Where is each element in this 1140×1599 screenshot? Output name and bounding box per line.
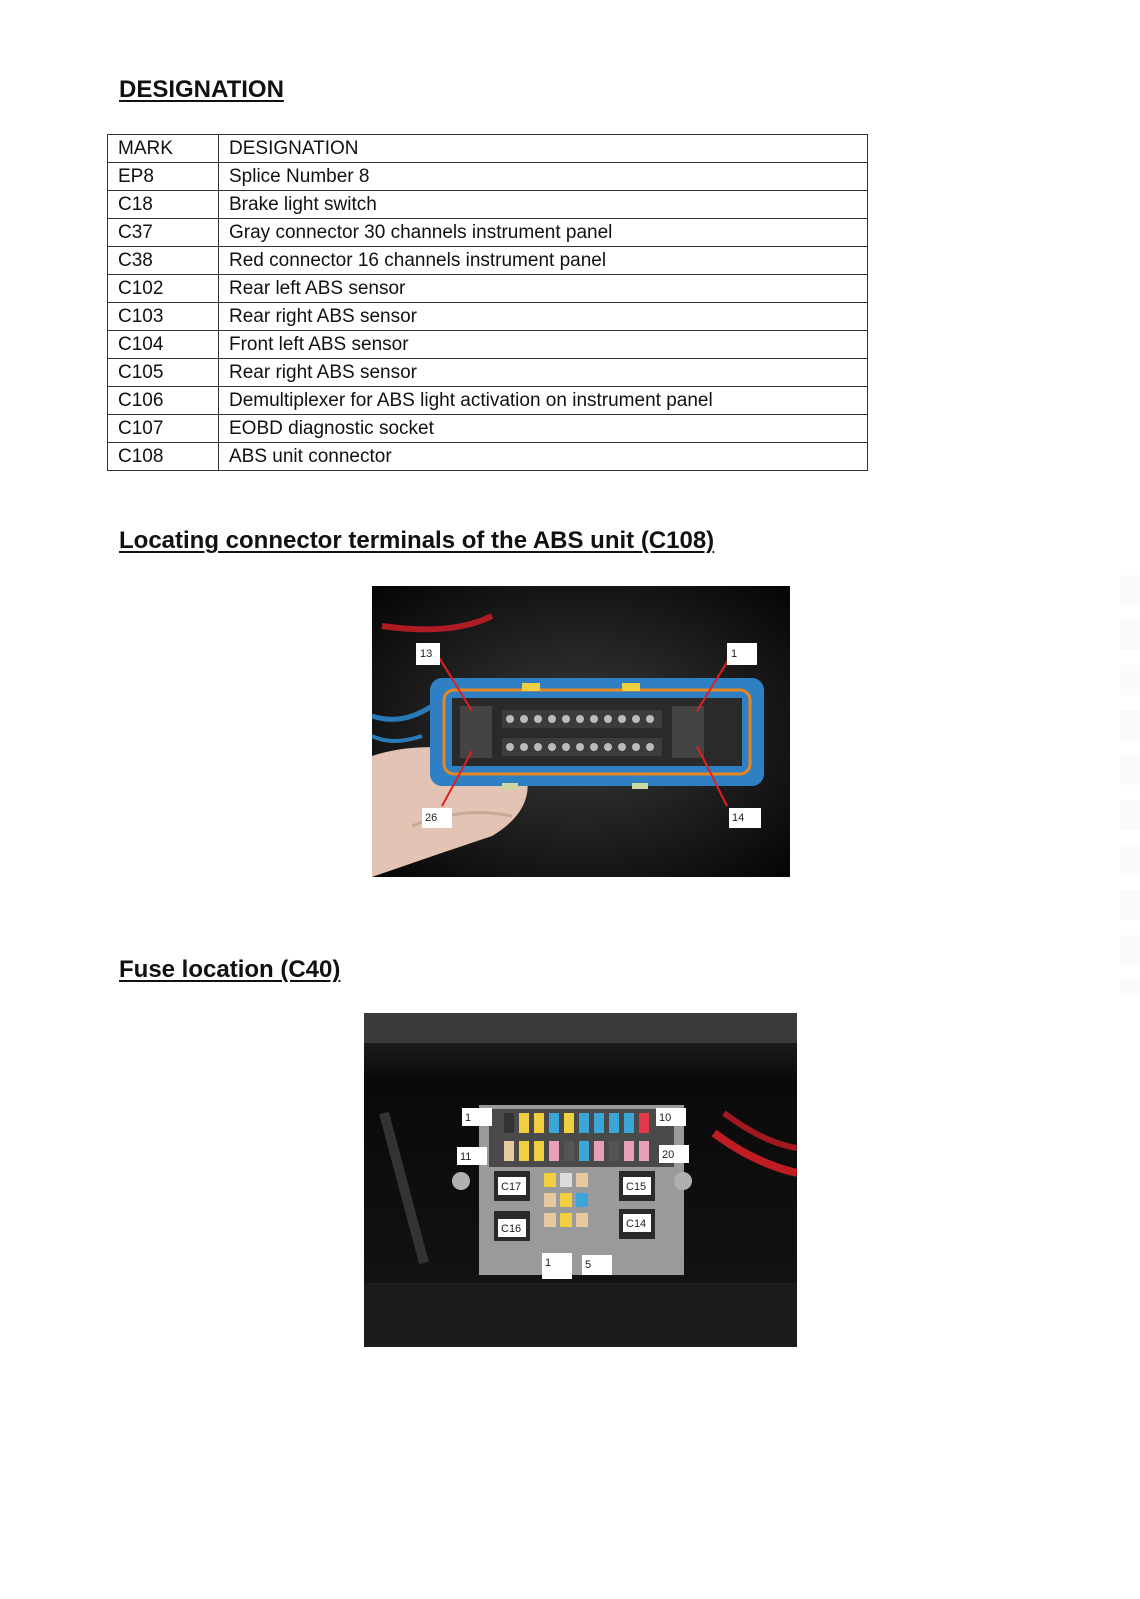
row-designation: Rear left ABS sensor [219,275,868,303]
fuse-box-photo [364,1013,797,1347]
row-designation: Brake light switch [219,191,868,219]
row-designation: Front left ABS sensor [219,331,868,359]
fuse-label-1: 1 [465,1112,472,1124]
row-mark: EP8 [108,163,219,191]
row-designation: Gray connector 30 channels instrument panel [219,219,868,247]
row-mark: C106 [108,387,219,415]
designation-table [107,134,868,471]
row-designation: Rear right ABS sensor [219,303,868,331]
connector-label-26: 26 [425,812,438,824]
abs-connector-illustration [372,586,790,877]
header-designation: DESIGNATION [219,135,868,163]
row-mark: C105 [108,359,219,387]
row-mark: C102 [108,275,219,303]
row-mark: C107 [108,415,219,443]
table-row [108,163,868,191]
row-designation: ABS unit connector [219,443,868,471]
relay-label-c16: C16 [501,1223,522,1235]
row-designation: EOBD diagnostic socket [219,415,868,443]
table-row [108,219,868,247]
table-row [108,303,868,331]
row-mark: C37 [108,219,219,247]
relay-label-c15: C15 [626,1181,647,1193]
table-row [108,247,868,275]
fuse-label-bottom-5: 5 [585,1259,592,1271]
fuse-label-bottom-1: 1 [545,1257,552,1269]
row-mark: C103 [108,303,219,331]
row-mark: C104 [108,331,219,359]
relay-label-c14: C14 [626,1218,647,1230]
abs-connector-photo [372,586,790,877]
table-row [108,331,868,359]
row-designation: Red connector 16 channels instrument panel [219,247,868,275]
connector-label-13: 13 [420,648,433,660]
fuse-label-11: 11 [460,1151,472,1163]
relay-label-c17: C17 [501,1181,522,1193]
watermark [1120,575,1140,995]
fuse-label-10: 10 [659,1112,672,1124]
fuse-box-illustration [364,1013,797,1347]
row-mark: C38 [108,247,219,275]
row-designation: Splice Number 8 [219,163,868,191]
row-designation: Rear right ABS sensor [219,359,868,387]
row-designation: Demultiplexer for ABS light activation on instrument panel [219,387,868,415]
fuse-label-20: 20 [662,1149,675,1161]
header-mark: MARK [108,135,219,163]
table-header-row [108,135,868,163]
table-row [108,443,868,471]
row-mark: C108 [108,443,219,471]
designation-heading: DESIGNATION [119,76,284,103]
table-row [108,415,868,443]
connector-label-1: 1 [731,648,738,660]
connector-terminals-heading: Locating connector terminals of the ABS unit (C108) [119,527,715,554]
table-row [108,191,868,219]
table-row [108,359,868,387]
connector-label-14: 14 [732,812,745,824]
table-row [108,275,868,303]
row-mark: C18 [108,191,219,219]
table-row [108,387,868,415]
fuse-location-heading: Fuse location (C40) [119,956,341,983]
